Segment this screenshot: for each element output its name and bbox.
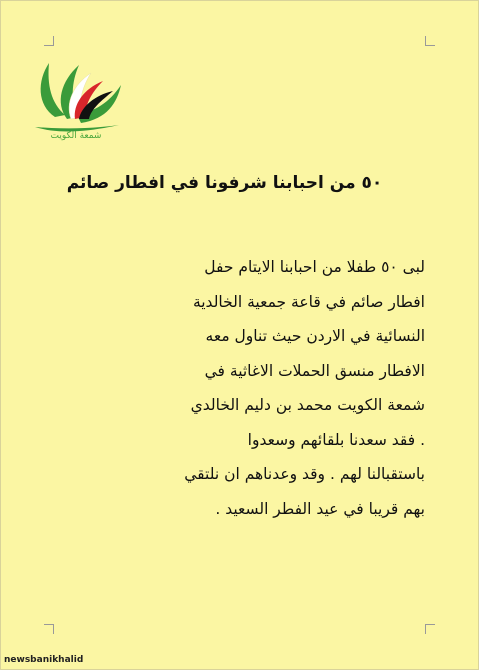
article-title: ٥٠ من احبابنا شرفونا في افطار صائم (66, 173, 383, 193)
body-line: الافطار منسق الحملات الاغاثية في (204, 361, 425, 380)
body-line: بهم قريبا في عيد الفطر السعيد . (215, 499, 425, 518)
logo-icon (21, 45, 131, 143)
crop-mark-bottom-left (44, 624, 54, 634)
logo-caption: شمعة الكويت (50, 131, 102, 141)
body-line: . فقد سعدنا بلقائهم وسعدوا (247, 430, 425, 449)
crop-mark-top-right (425, 36, 435, 46)
body-line: النسائية في الاردن حيث تناول معه (205, 327, 425, 345)
body-line: باستقبالنا لهم . وقد وعدناهم ان نلتقي (184, 465, 425, 483)
body-line: افطار صائم في قاعة جمعية الخالدية (192, 292, 425, 311)
article-body (63, 250, 425, 526)
crop-mark-bottom-right (425, 624, 435, 634)
body-line: لبى ٥٠ طفلا من احبابنا الايتام حفل (204, 258, 425, 276)
watermark-text: newsbanikhalid (4, 655, 84, 665)
body-line: شمعة الكويت محمد بن دليم الخالدي (190, 396, 425, 414)
kuwait-candle-logo (21, 45, 131, 143)
